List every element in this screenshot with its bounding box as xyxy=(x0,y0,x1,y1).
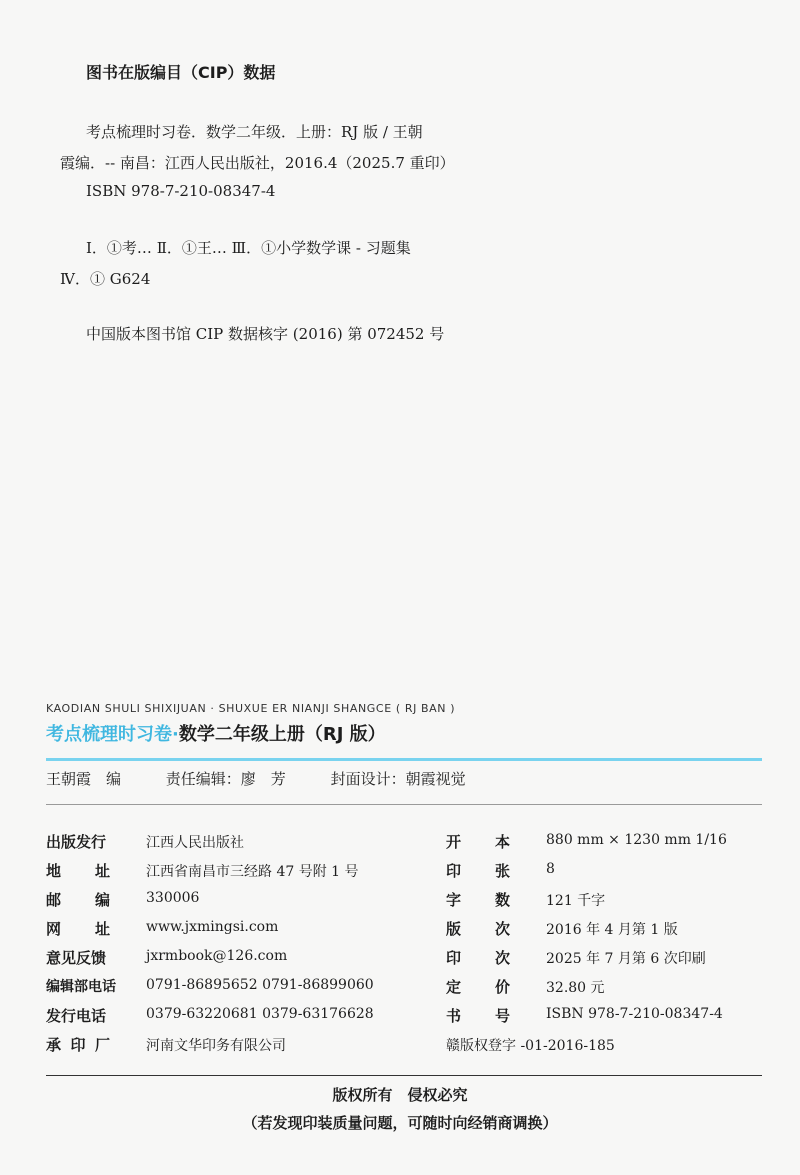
website-row: 网址 xyxy=(46,920,110,938)
publisher-row: 出版发行 xyxy=(46,833,107,851)
editorial-phone-row: 编辑部电话 xyxy=(46,979,116,995)
book-title-series: 考点梳理时习卷· xyxy=(46,724,179,745)
postcode-value: 330006 xyxy=(146,890,200,906)
word-count-value: 121 千字 xyxy=(546,893,606,909)
website-value: www.jxmingsi.com xyxy=(146,919,279,935)
footer-divider xyxy=(46,1075,762,1076)
cip-approval-number: 中国版本图书馆 CIP 数据核字 (2016) 第 072452 号 xyxy=(86,325,445,343)
publisher-value: 江西人民出版社 xyxy=(146,835,244,851)
price-row: 定价 xyxy=(446,978,510,996)
price-value: 32.80 元 xyxy=(546,980,605,996)
edition-row: 版次 xyxy=(446,920,510,938)
word-count-row: 字数 xyxy=(446,891,510,909)
credits-divider xyxy=(46,804,762,805)
book-number-value: ISBN 978-7-210-08347-4 xyxy=(546,1006,723,1022)
quality-notice: （若发现印装质量问题，可随时向经销商调换） xyxy=(242,1114,558,1132)
editor-credit: 责任编辑：廖 芳 xyxy=(165,770,286,788)
edition-value: 2016 年 4 月第 1 版 xyxy=(546,922,678,938)
book-title xyxy=(46,720,386,746)
book-title-pinyin: KAODIAN SHULI SHIXIJUAN · SHUXUE ER NIANJI SHANGCE ( RJ BAN ) xyxy=(46,702,456,715)
copyright-registration: 赣版权登字 -01-2016-185 xyxy=(446,1038,615,1054)
sheets-value: 8 xyxy=(546,861,555,877)
format-row: 开本 xyxy=(446,833,510,851)
editorial-phone-value: 0791-86895652 0791-86899060 xyxy=(146,977,374,993)
book-title-subject: 数学二年级上册（RJ 版） xyxy=(178,724,386,745)
sheets-row: 印张 xyxy=(446,862,510,880)
distribution-phone-row: 发行电话 xyxy=(46,1007,107,1025)
rights-reserved: 版权所有 侵权必究 xyxy=(332,1086,468,1104)
address-value: 江西省南昌市三经路 47 号附 1 号 xyxy=(146,864,359,880)
format-value: 880 mm × 1230 mm 1/16 xyxy=(546,832,727,848)
feedback-row: 意见反馈 xyxy=(46,949,107,967)
feedback-email: jxrmbook@126.com xyxy=(146,948,288,964)
printer-value: 河南文华印务有限公司 xyxy=(146,1038,286,1054)
author-credit: 王朝霞 编 xyxy=(46,770,122,788)
printer-row: 承印厂 xyxy=(46,1036,110,1054)
printing-row: 印次 xyxy=(446,949,510,967)
credits-line xyxy=(46,768,506,789)
cip-record-line-1: 考点梳理时习卷．数学二年级．上册：RJ 版 / 王朝 xyxy=(86,123,423,141)
cip-heading: 图书在版编目（CIP）数据 xyxy=(86,63,276,82)
printing-value: 2025 年 7 月第 6 次印刷 xyxy=(546,951,706,967)
cip-record-line-2: 霞编．-- 南昌：江西人民出版社，2016.4（2025.7 重印） xyxy=(60,154,455,172)
cip-isbn: ISBN 978-7-210-08347-4 xyxy=(86,182,276,200)
postcode-row: 邮编 xyxy=(46,891,110,909)
book-number-row: 书号 xyxy=(446,1007,510,1025)
cip-classification-2: Ⅳ．① G624 xyxy=(60,270,151,288)
title-divider xyxy=(46,758,762,761)
cover-design-credit: 封面设计：朝霞视觉 xyxy=(330,770,466,788)
distribution-phone-value: 0379-63220681 0379-63176628 xyxy=(146,1006,374,1022)
cip-classification-1: Ⅰ．①考… Ⅱ．①王… Ⅲ．①小学数学课 - 习题集 xyxy=(86,239,411,257)
address-row: 地址 xyxy=(46,862,110,880)
